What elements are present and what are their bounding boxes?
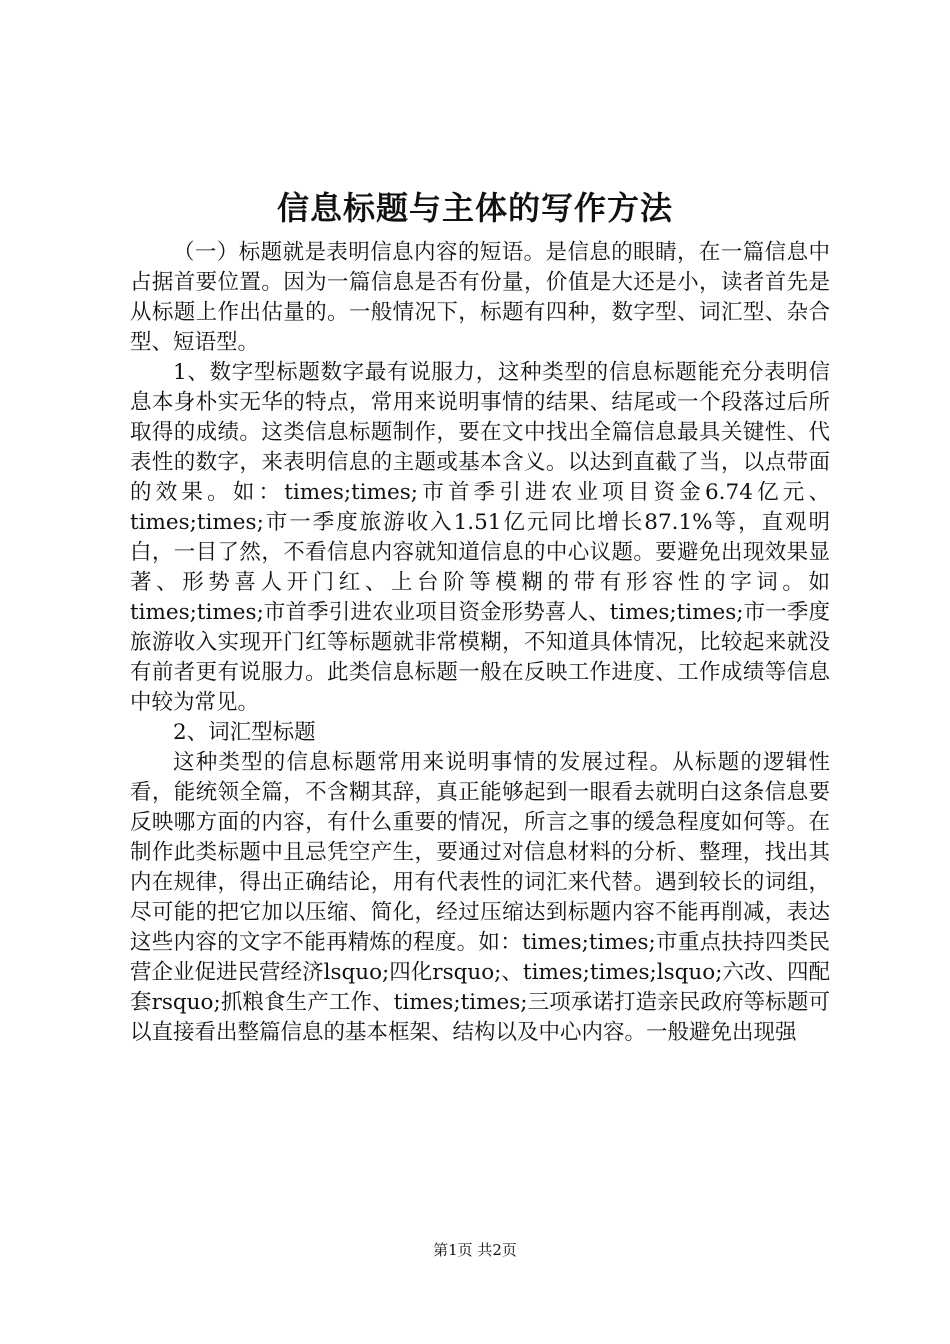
section-heading-vocabulary-title: 2、词汇型标题 [173, 720, 316, 745]
paragraph-numeric-title: 1、数字型标题数字最有说服力，这种类型的信息标题能充分表明信息本身朴实无华的特点，常用来说明事情的结果、结尾或一个段落过后所取得的成绩。这类信息标题制作，要在文中找出全篇信息最具关键性、代表性的数字，来表明信息的主题或基本含义。以达到直截了当，以点带面的效果。如：times;times;市首季引进农业项目资金6.74亿元、times;times;市一季度旅游收入1.51亿元同比增长87.1%等，直观明白，一目了然，不看信息内容就知道信息的中心议题。要避免出现效果显著、形势喜人开门红、上台阶等模糊的带有形容性的字词。如times;times;市首季引进农业项目资金形势喜人、times;times;市一季度旅游收入实现开门红等标题就非常模糊，不知道具体情况，比较起来就没有前者更有说服力。此类信息标题一般在反映工作进度、工作成绩等信息中较为常见。 [130, 360, 830, 715]
document-body [130, 238, 830, 1048]
document-title: 信息标题与主体的写作方法 [276, 189, 673, 227]
page-footer: 第1页 共2页 [433, 1241, 517, 1259]
paragraph-vocabulary-title: 这种类型的信息标题常用来说明事情的发展过程。从标题的逻辑性看，能统领全篇，不含糊其辞，真正能够起到一眼看去就明白这条信息要反映哪方面的内容，有什么重要的情况，所言之事的缓急程度如何等。在制作此类标题中且忌凭空产生，要通过对信息材料的分析、整理，找出其内在规律，得出正确结论，用有代表性的词汇来代替。遇到较长的词组，尽可能的把它加以压缩、简化，经过压缩达到标题内容不能再削减，表达这些内容的文字不能再精炼的程度。如：times;times;市重点扶持四类民营企业促进民营经济lsquo;四化rsquo;、times;times;lsquo;六改、四配套rsquo;抓粮食生产工作、times;times;三项承诺打造亲民政府等标题可以直接看出整篇信息的基本框架、结构以及中心内容。一般避免出现强 [130, 750, 830, 1045]
paragraph-intro: （一）标题就是表明信息内容的短语。是信息的眼睛，在一篇信息中占据首要位置。因为一篇信息是否有份量，价值是大还是小，读者首先是从标题上作出估量的。一般情况下，标题有四种，数字型、词汇型、杂合型、短语型。 [130, 240, 830, 355]
